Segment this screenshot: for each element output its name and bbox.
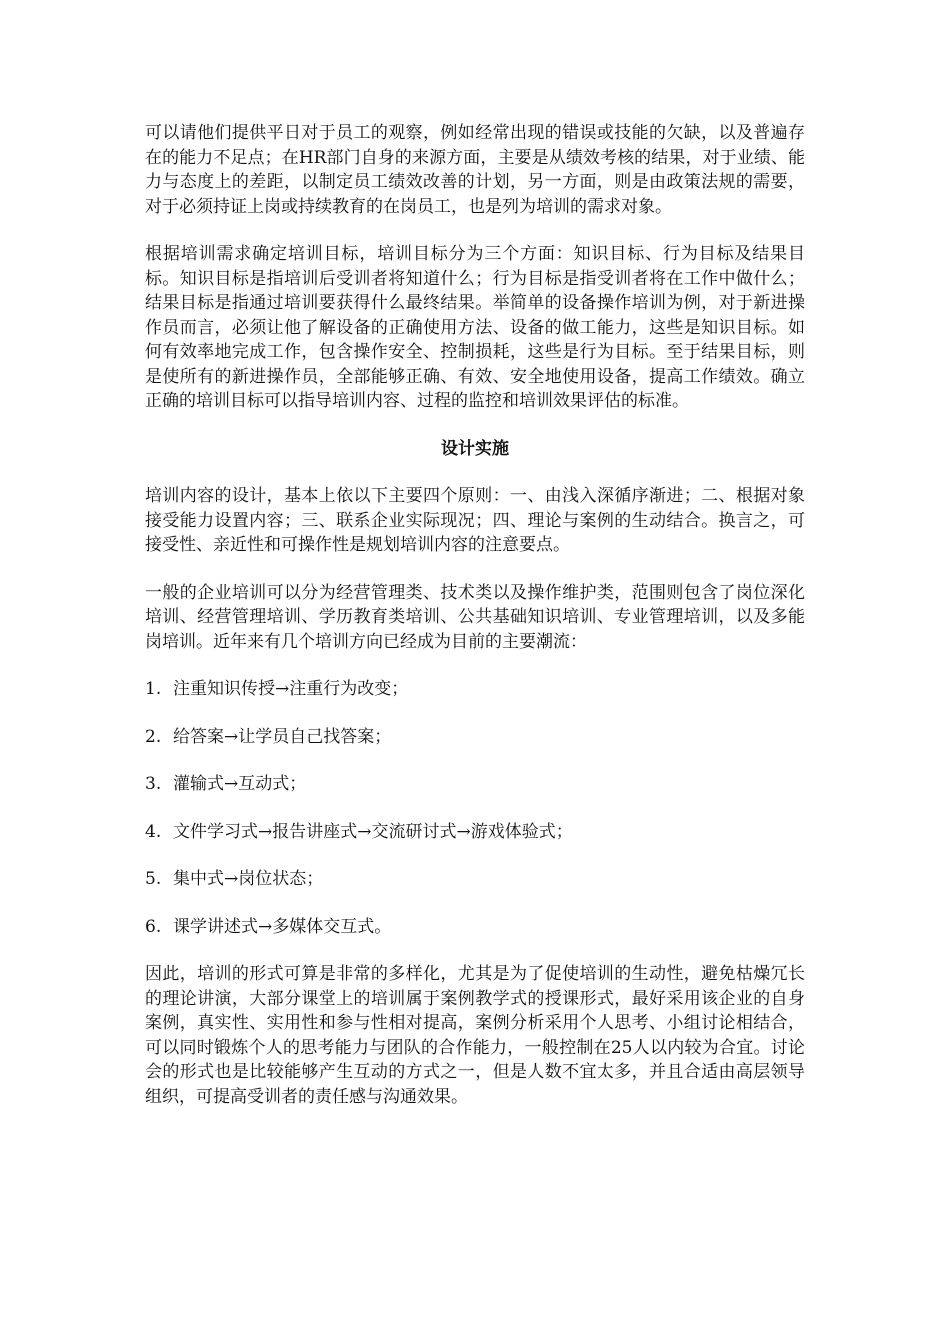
list-item-number: 5. — [145, 869, 162, 889]
list-item — [145, 820, 805, 845]
paragraph-training-forms: 因此，培训的形式可算是非常的多样化，尤其是为了促使培训的生动性，避免枯燥冗长的理论讲演，大部分课堂上的培训属于案例教学式的授课形式，最好采用该企业的自身案例，真实性、实用性和参与性相对提高，案例分析采用个人思考、小组讨论相结合，可以同时锻炼个人的思考能力与团队的合作能力，一般控制在25人以内较为合宜。讨论会的形式也是比较能够产生互动的方式之一，但是人数不宜太多，并且合适由高层领导组织，可提高受训者的责任感与沟通效果。 — [145, 964, 805, 1107]
paragraph-training-sources: 可以请他们提供平日对于员工的观察，例如经常出现的错误或技能的欠缺，以及普遍存在的能力不足点；在HR部门自身的来源方面，主要是从绩效考核的结果，对于业绩、能力与态度上的差距，以制定员工绩效改善的计划，另一方面，则是由政策法规的需要，对于必须持证上岗或持续教育的在岗员工，也是列为培训的需求对象。 — [145, 123, 805, 217]
list-item-number: 6. — [145, 916, 162, 937]
paragraph-content-design: 培训内容的设计，基本上依以下主要四个原则：一、由浅入深循序渐进；二、根据对象接受能力设置内容；三、联系企业实际现况；四、理论与案例的生动结合。换言之，可接受性、亲近性和可操作性是规划培训内容的注意要点。 — [145, 486, 805, 555]
list-item-number: 2. — [145, 726, 162, 747]
list-item-text: 灌输式→互动式； — [173, 774, 307, 794]
list-item-text: 课学讲述式→多媒体交互式。 — [173, 916, 392, 937]
list-item — [145, 867, 805, 892]
list-item-number: 1. — [145, 679, 162, 699]
list-item-text: 文件学习式→报告讲座式→交流研讨式→游戏体验式； — [173, 821, 573, 842]
list-item-number: 4. — [145, 821, 162, 842]
list-item-text: 给答案→让学员自己找答案； — [173, 726, 392, 747]
list-item — [145, 772, 805, 797]
list-item — [145, 677, 805, 702]
list-item-number: 3. — [145, 774, 162, 794]
list-item-text: 注重知识传授→注重行为改变； — [173, 679, 409, 699]
trend-list — [145, 677, 805, 939]
list-item — [145, 915, 805, 940]
paragraph-training-categories: 一般的企业培训可以分为经营管理类、技术类以及操作维护类，范围则包含了岗位深化培训、经营管理培训、学历教育类培训、公共基础知识培训、专业管理培训，以及多能岗培训。近年来有几个培训方向已经成为目前的主要潮流： — [145, 582, 805, 652]
list-item-text: 集中式→岗位状态； — [173, 869, 324, 889]
list-item — [145, 725, 805, 750]
document-body — [145, 121, 805, 1132]
section-heading: 设计实施 — [441, 438, 509, 459]
paragraph-training-goals: 根据培训需求确定培训目标，培训目标分为三个方面：知识目标、行为目标及结果目标。知识目标是指培训后受训者将知道什么；行为目标是指受训者将在工作中做什么；结果目标是指通过培训要获得什么最终结果。举简单的设备操作培训为例，对于新进操作员而言，必须让他了解设备的正确使用方法、设备的做工能力，这些是知识目标。如何有效率地完成工作，包含操作安全、控制损耗，这些是行为目标。至于结果目标，则是使所有的新进操作员，全部能够正确、有效、安全地使用设备，提高工作绩效。确立正确的培训目标可以指导培训内容、过程的监控和培训效果评估的标准。 — [145, 244, 805, 411]
